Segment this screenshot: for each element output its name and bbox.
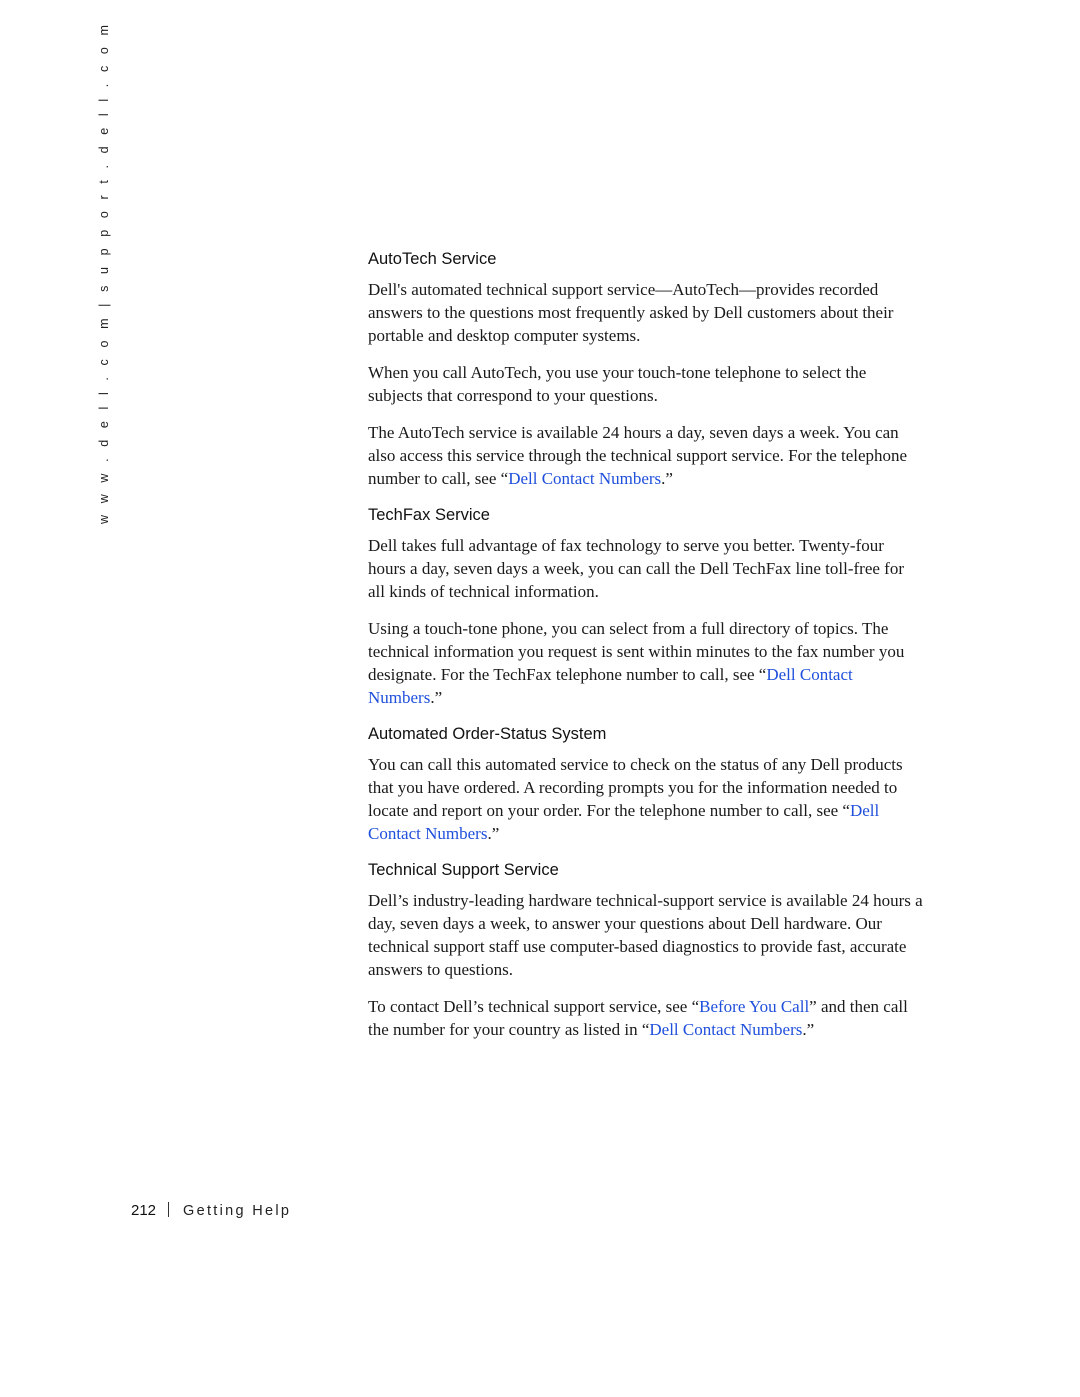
paragraph: Dell takes full advantage of fax technology to serve you better. Twenty-four hours a day, seven days a week, you can call the Dell TechFax line toll-free for all kinds of technical information. [368,536,904,601]
paragraph: When you call AutoTech, you use your touch-tone telephone to select the subjects that correspond to your questions. [368,363,867,405]
chapter-title: Getting Help [183,1203,292,1219]
paragraph: Dell's automated technical support service—AutoTech—provides recorded answers to the questions most frequently asked by Dell customers about their portable and desktop computer systems. [368,280,894,345]
paragraph: You can call this automated service to check on the status of any Dell products that you have ordered. A recording prompts you for the information needed to locate and report on your order. For the telephone number to call, see “Dell Contact Numbers.” [368,755,903,843]
section-heading: AutoTech Service [368,250,497,268]
section-heading: Automated Order-Status System [368,725,607,743]
section-order-status [368,723,924,845]
section-techfax [368,504,924,709]
main-content [368,248,924,1055]
footer-divider [168,1202,169,1217]
section-heading: Technical Support Service [368,861,559,879]
side-url-text: w w w . d e l l . c o m | s u p p o r t . d e l l . c o m [97,21,111,524]
section-autotech [368,248,924,490]
dell-contact-numbers-link[interactable]: Dell Contact Numbers [368,801,880,843]
paragraph: The AutoTech service is available 24 hours a day, seven days a week. You can also access this service through the technical support service. For the telephone number to call, see “Dell Contact Numbers.” [368,423,908,488]
section-heading: TechFax Service [368,506,490,524]
dell-contact-numbers-link[interactable]: Dell Contact Numbers [649,1020,803,1039]
section-technical-support [368,859,924,1041]
paragraph: Using a touch-tone phone, you can select from a full directory of topics. The technical information you request is sent within minutes to the fax number you designate. For the TechFax telephone number to call, see “Dell Contact Numbers.” [368,619,905,707]
paragraph: To contact Dell’s technical support service, see “Before You Call” and then call the number for your country as listed in “Dell Contact Numbers.” [368,997,908,1039]
dell-contact-numbers-link[interactable]: Dell Contact Numbers [368,665,853,707]
before-you-call-link[interactable]: Before You Call [699,997,810,1016]
dell-contact-numbers-link[interactable]: Dell Contact Numbers [508,469,662,488]
page-number: 212 [131,1202,157,1219]
page-footer [131,1202,291,1220]
paragraph: Dell’s industry-leading hardware technical-support service is available 24 hours a day, seven days a week, to answer your questions about Dell hardware. Our technical support staff use computer-based diagnostics to provide fast, accurate answers to questions. [368,891,923,979]
